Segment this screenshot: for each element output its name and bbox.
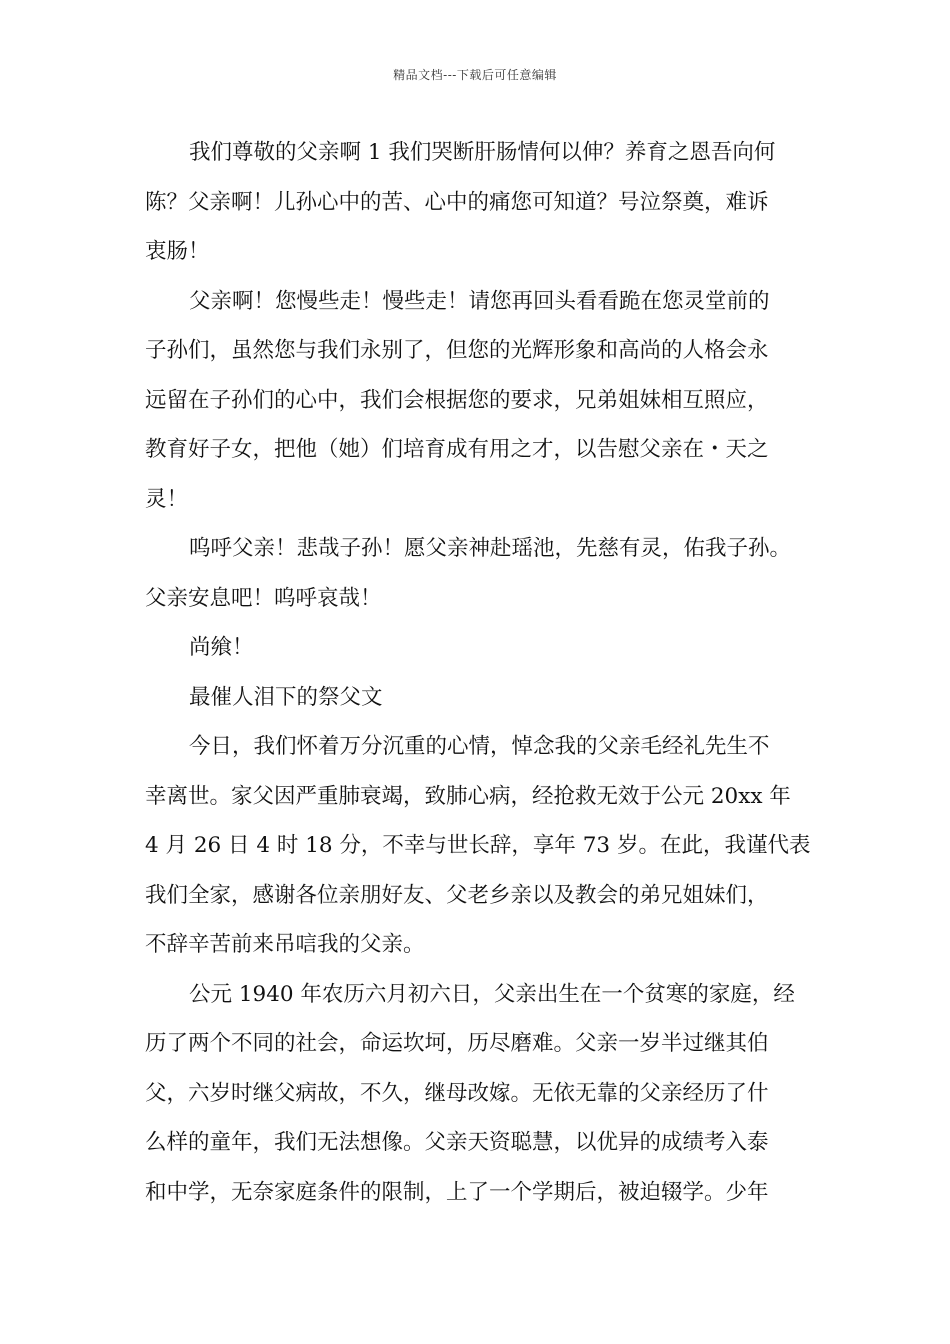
text-line: 和中学，无奈家庭条件的限制，上了一个学期后，被迫辍学。少年	[145, 1179, 769, 1205]
text-line: 父亲安息吧！呜呼哀哉！	[145, 585, 382, 611]
text-line: 衷肠！	[145, 239, 210, 264]
text-line: 历了两个不同的社会，命运坎坷，历尽磨难。父亲一岁半过继其伯	[145, 1031, 769, 1056]
text-line: 么样的童年，我们无法想像。父亲天资聪慧，以优异的成绩考入泰	[145, 1130, 769, 1155]
text-line: 我们全家，感谢各位亲朋好友、父老乡亲以及教会的弟兄姐妹们，	[145, 882, 769, 908]
text-line: 父，六岁时继父病故，不久，继母改嫁。无依无靠的父亲经历了什	[145, 1080, 769, 1106]
text-line: 尚飨！	[189, 635, 254, 660]
text-line: 最催人泪下的祭父文	[189, 684, 383, 710]
text-line: 子孙们，虽然您与我们永别了，但您的光辉形象和高尚的人格会永	[145, 338, 769, 363]
text-line: 陈？父亲啊！儿孙心中的苦、心中的痛您可知道？号泣祭奠，难诉	[145, 189, 769, 215]
text-line: 父亲啊！您慢些走！慢些走！请您再回头看看跪在您灵堂前的	[189, 288, 770, 314]
text-line: 今日，我们怀着万分沉重的心情，悼念我的父亲毛经礼先生不	[189, 734, 770, 759]
text-line: 呜呼父亲！悲哉子孙！愿父亲神赴瑶池，先慈有灵，佑我子孙。	[189, 536, 792, 561]
text-line: 4 月 26 日 4 时 18 分，不幸与世长辞，享年 73 岁。在此，我谨代表	[145, 833, 811, 858]
text-line: 远留在子孙们的心中，我们会根据您的要求，兄弟姐妹相互照应，	[145, 387, 769, 413]
text-line: 灵！	[145, 486, 189, 512]
document-body	[145, 128, 815, 1217]
text-line: 幸离世。家父因严重肺衰竭，致肺心病，经抢救无效于公元 20xx 年	[145, 783, 791, 809]
text-line: 不辞辛苦前来吊唁我的父亲。	[145, 932, 425, 957]
text-line: 教育好子女，把他（她）们培育成有用之才，以告慰父亲在・天之	[145, 437, 769, 462]
page-header: 精品文档---下载后可任意编辑	[393, 68, 557, 82]
text-line: 公元 1940 年农历六月初六日，父亲出生在一个贫寒的家庭，经	[189, 981, 795, 1007]
text-line: 我们尊敬的父亲啊 1 我们哭断肝肠情何以伸？养育之恩吾向何	[189, 140, 776, 165]
